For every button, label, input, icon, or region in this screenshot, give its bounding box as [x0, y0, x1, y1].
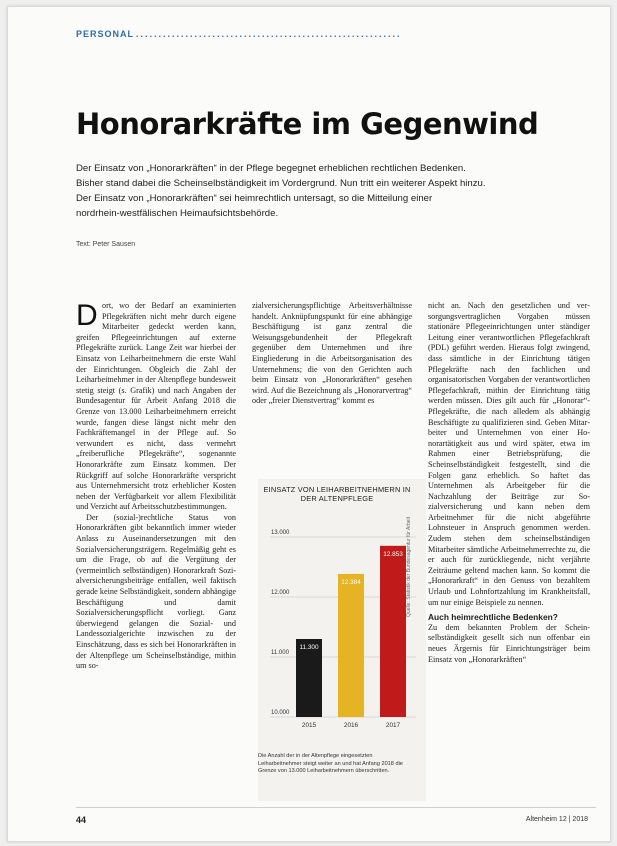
text-column-1 — [76, 301, 236, 801]
paragraph: zialversicherungspflichtige Arbeitsverhältnisse handelt. Anknüpfungspunkt für eine abhängige Beschäftigung ist ganz zentral die Weisungsgebundenheit der Pflegekraft gegenüber dem Unternehmen und ihre Eingliederung in die Arbeitsorganisation des Unternehmens; die von den Gerichten auch beim Einsatz von „Honorarkräften“ gesehen wird. Auf die Bezeichnung als „Honorarvertrag“ oder „freier Dienstvertrag“ kommt es — [252, 301, 412, 406]
journal-issue: Altenheim 12 | 2018 — [525, 816, 588, 823]
section-header — [76, 29, 596, 39]
byline: Text: Peter Sausen — [76, 241, 136, 248]
lead-line: Der Einsatz von „Honorarkräften“ sei heimrechtlich untersagt, so die Mitteilung einer — [76, 193, 433, 204]
y-tick-label: 11.000 — [271, 650, 289, 656]
y-tick-label: 13.000 — [271, 530, 290, 536]
chart-title: EINSATZ VON LEIHARBEITNEHMERN IN DER ALTENPFLEGE — [263, 485, 411, 503]
paragraph: nicht an. Nach den gesetzlichen und versorgungsvertraglichen Vorgaben müssen stationäre Pflegeeinrichtungen unter ständiger Leitung einer verantwortlichen Pflegefachkraft (PDL) geführt werden. Hieraus folgt zwingend, dass sämtliche in der Einrichtung tätigen Pflegekräfte nach den fachlichen und organisatorischen Vorgaben der verantwortlichen Pflegefachkraft, mithin der Einrichtung tätig werden müssen. Dies gilt auch für „Honorar“-Pflegekräfte, die nach alledem als abhängig Beschäftigte zu qualifizieren sind. Geben Mitarbeiter und Unternehmen von einer Honorartätigkeit aus und wird später, etwa im Rahmen einer Betriebsprüfung, die Scheinselbständigkeit festgestellt, sind die Folgen ganz erheblich. So haftet das Unternehmen als Arbeitgeber für die Nachzahlung der Beiträge zur Sozialversicherung und kann neben dem Arbeitnehmer für die nicht abgeführte Lohnsteuer in Anspruch genommen werden. Zudem stehen dem scheinselbständigen Mitarbeiter sämtliche Arbeitnehmerrechte zu, die er auch für zurückliegende, nicht verjährte Zeiträume geltend machen kann. So kommt die „Honorarkraft“ in den Genuss von bezahltem Urlaub und Lohnfortzahlung im Krankheitsfall, um nur einige Beispiele zu nennen. — [428, 301, 590, 607]
text-column-3 — [428, 301, 590, 801]
y-tick-label: 10.000 — [271, 710, 290, 716]
y-tick-label: 12.000 — [271, 590, 290, 596]
subheading: Auch heimrechtliche Bedenken? — [428, 612, 558, 623]
chart-source: Quelle: Statistik der Bundesagentur für Arbeit — [406, 516, 412, 617]
bar-value-label: 12.853 — [383, 550, 403, 558]
lead-line: Bisher stand dabei die Scheinselbständigkeit im Vordergrund. Nun tritt ein weiterer Aspekt hinzu. — [76, 178, 486, 189]
paragraph: Der (sozial-)rechtliche Status von Honorarkräften gibt bekanntlich immer wieder Anlass zu Auseinandersetzungen mit den Sozialversicherungsträgern. Regelmäßig geht es um die Frage, ob auf die Vergütung der (vermeintlich selbständigen) Honorarkraft Sozialversicherungsbeiträge entfallen, weil faktisch gerade keine Selbständigkeit, sondern abhängige Beschäftigung und damit Sozialversicherungspflicht vorliegt. Ganz überwiegend gelangen die Sozial- und Landessozialgerichte inzwischen zu der Einschätzung, dass es sich bei Honorarkräften in der Altenpflege um Scheinselbständige, mithin um so- — [76, 512, 236, 671]
lead-line: Der Einsatz von „Honorarkräften“ in der Pflege begegnet erheblichen rechtlichen Bedenken. — [76, 163, 466, 174]
x-tick-label: 2017 — [385, 722, 401, 729]
footer-rule — [76, 807, 596, 808]
article-title: Honorarkräfte im Gegenwind — [76, 107, 539, 141]
section-label: PERSONAL — [76, 29, 135, 39]
page-number: 44 — [76, 815, 87, 825]
paragraph-text: ort, wo der Bedarf an examinierten Pflegekräften nicht mehr durch eigene Mitarbeiter gedeckt werden kann, greifen Pflegeeinrichtungen auf externe Pflegekräfte zurück. Lange Zeit war hierbei der Einsatz von Leiharbeitnehmern die erste Wahl der Einrichtungen. Obgleich die Zahl der Leiharbeitnehmer in der Altenpflege bundesweit stetig steigt (s. Grafik) und nach Angaben der Bundesagentur für Arbeit Anfang 2018 die Grenze von 13.000 Leiharbeitnehmern erreicht wurde, fangen diese längst nicht mehr den Fachkräftemangel in der Pflege auf. So verwundert es nicht, dass vermehrt „freiberufliche Pflegekräfte“, sogenannte Honorarkräfte zum Einsatz kommen. Der Rückgriff auf solche Honorarkräfte verspricht aus Unternehmersicht trotz erheblicher Kosten neben der Verfügbarkeit vor allem Flexibilität und Verzicht auf Arbeitsschutzbestimmungen. — [76, 301, 236, 512]
x-tick-label: 2016 — [343, 722, 359, 729]
paragraph: Zu dem bekannten Problem der Scheinselbständigkeit gesellt sich nun offenbar ein neues Ärgernis für Einrichtungsträger beim Einsatz von „Honorarkräften“ — [428, 622, 590, 664]
chart-caption: Die Anzahl der in der Altenpflege eingesetzten Leiharbeitnehmer steigt weiter an und hat Anfang 2018 die Grenze von 13.000 Leiharbeitnehmern überschritten. — [258, 753, 403, 775]
magazine-page — [7, 6, 611, 842]
chart-plot — [258, 479, 426, 753]
drop-cap: D — [76, 301, 98, 332]
bar-value-label: 12.384 — [341, 578, 361, 586]
section-dots: ........................................................... — [136, 29, 402, 39]
bar — [338, 574, 364, 717]
lead-line: nordrhein-westfälischen Heimaufsichtsbehörde. — [76, 208, 279, 219]
text-column-2 — [252, 301, 412, 471]
bar — [380, 546, 406, 717]
bar-value-label: 11.300 — [299, 644, 319, 651]
article-lead — [76, 161, 586, 221]
x-tick-label: 2015 — [301, 722, 317, 729]
paragraph — [76, 301, 236, 513]
